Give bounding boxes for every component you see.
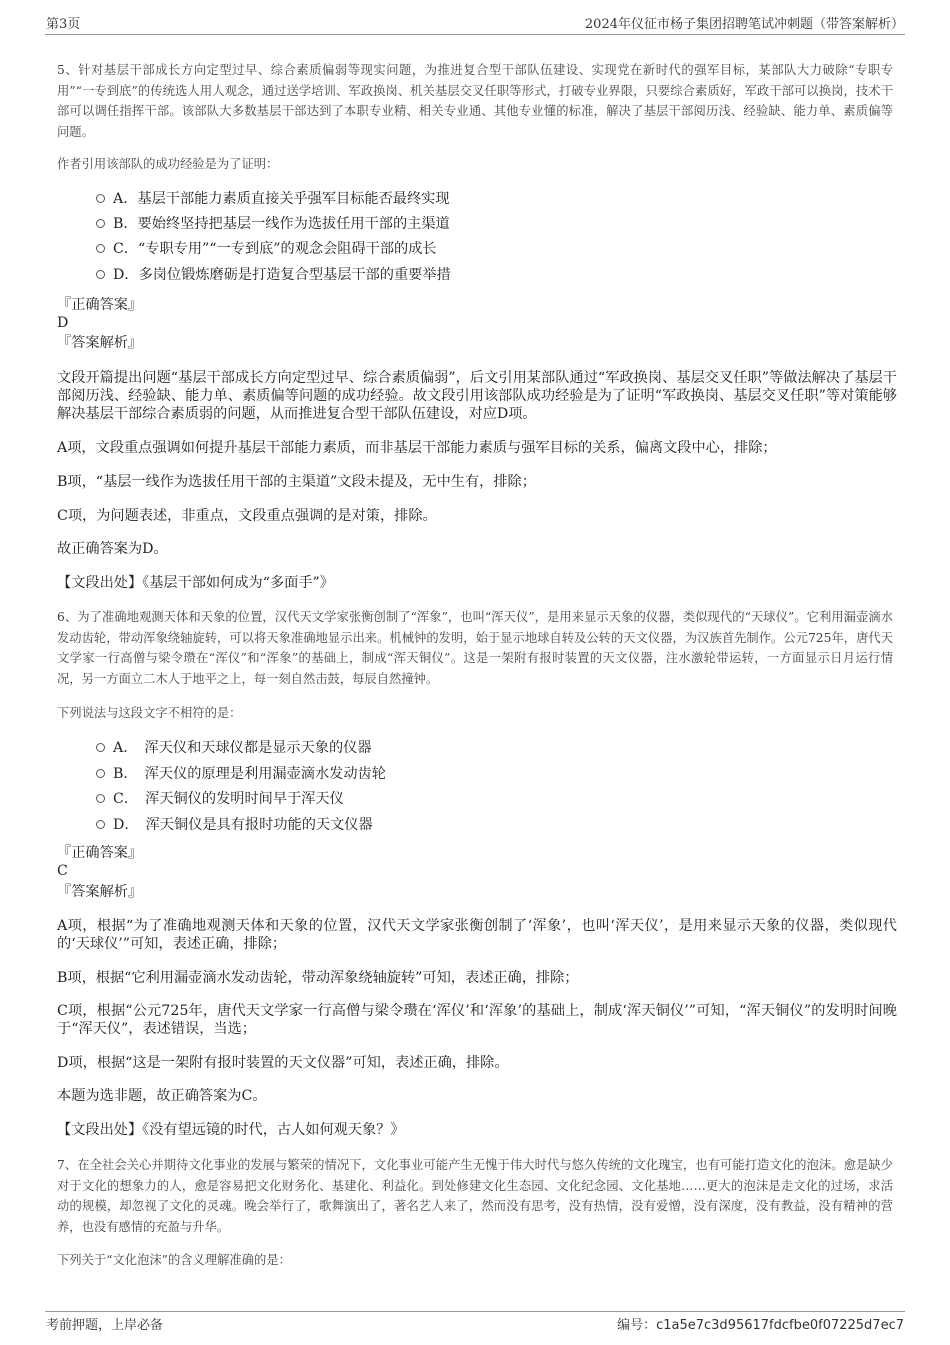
analysis-paragraph: B项，根据“它利用漏壶滴水发动齿轮，带动浑象绕轴旋转”可知，表述正确，排除； [57,970,579,986]
source-citation: 【文段出处】《基层干部如何成为“多面手”》 [57,575,334,591]
question-6-option-a[interactable]: A． 浑天仪和天球仪都是显示天象的仪器 [96,738,372,758]
radio-icon[interactable] [96,820,105,829]
question-5-option-b[interactable]: B．要始终坚持把基层一线作为选拔任用干部的主渠道 [96,214,450,234]
question-6-option-c[interactable]: C． 浑天铜仪的发明时间早于浑天仪 [96,789,344,809]
correct-answer-value: D [57,315,69,331]
correct-answer-label: 『正确答案』 [57,845,143,861]
correct-answer-value: C [57,863,68,879]
radio-icon[interactable] [96,194,105,203]
source-citation: 【文段出处】《没有望远镜的时代，古人如何观天象？》 [57,1122,405,1138]
document-serial: 编号：c1a5e7c3d95617fdcfbe0f07225d7ec7 [617,1318,904,1333]
analysis-paragraph: A项，根据“为了准确地观测天体和天象的位置，汉代天文学家张衡创制了‘浑象’，也叫‘浑天仪’，是用来显示天象的仪器，类似现代的‘天球仪’”可知，表述正确，排除； [57,918,897,952]
radio-icon[interactable] [96,743,105,752]
question-5-option-c[interactable]: C．“专职专用”“一专到底”的观念会阻碍干部的成长 [96,239,437,259]
radio-icon[interactable] [96,219,105,228]
question-7-stem: 7、在全社会关心并期待文化事业的发展与繁荣的情况下，文化事业可能产生无愧于伟大时代与悠久传统的文化瑰宝，也有可能打造文化的泡沫。愈是缺少对于文化的想象力的人，愈是容易把文化财务化、基建化、利益化。到处修建文化生态园、文化纪念园、文化基地……更大的泡沫是走文化的过场，求活动的规模，却忽视了文化的灵魂。晚会举行了，歌舞演出了，著名艺人来了，然而没有思考，没有热情，没有爱憎，没有深度，没有教益，没有精神的营养，也没有感情的充盈与升华。 [57,1158,893,1234]
analysis-paragraph: 故正确答案为D。 [57,541,168,557]
analysis-paragraph: 本题为选非题，故正确答案为C。 [57,1088,267,1104]
question-6-prompt: 下列说法与这段文字不相符的是： [57,706,242,720]
analysis-paragraph: D项，根据“这是一架附有报时装置的天文仪器”可知，表述正确，排除。 [57,1055,509,1071]
analysis-paragraph: C项，根据“公元725年，唐代天文学家一行高僧与梁令瓒在‘浑仪’和‘浑象’的基础上，制成‘浑天铜仪’”可知，“浑天铜仪”的发明时间晚于“浑天仪”，表述错误，当选； [57,1003,897,1037]
question-5-prompt: 作者引用该部队的成功经验是为了证明： [57,157,279,171]
radio-icon[interactable] [96,270,105,279]
analysis-paragraph: C项，为问题表述，非重点，文段重点强调的是对策，排除。 [57,508,437,524]
analysis-paragraph: 文段开篇提出问题“基层干部成长方向定型过早、综合素质偏弱”，后文引用某部队通过“军政换岗、基层交叉任职”等做法解决了基层干部阅历浅、经验缺、能力单、素质偏等问题的成功经验。故文段引用该部队成功经验是为了证明“军政换岗、基层交叉任职”等对策能够解决基层干部综合素质弱的问题，从而推进复合型干部队伍建设，对应D项。 [57,370,897,422]
header-divider [45,34,905,35]
question-7-prompt: 下列关于“文化泡沫”的含义理解准确的是： [57,1253,291,1267]
analysis-label: 『答案解析』 [57,884,143,900]
radio-icon[interactable] [96,769,105,778]
radio-icon[interactable] [96,794,105,803]
footer-divider [45,1311,905,1312]
question-6-option-d[interactable]: D． 浑天铜仪是具有报时功能的天文仪器 [96,815,373,835]
correct-answer-label: 『正确答案』 [57,297,143,313]
analysis-paragraph: A项，文段重点强调如何提升基层干部能力素质，而非基层干部能力素质与强军目标的关系，偏离文段中心，排除； [57,440,777,456]
question-6-stem: 6、为了准确地观测天体和天象的位置，汉代天文学家张衡创制了“浑象”，也叫“浑天仪”，是用来显示天象的仪器，类似现代的“天球仪”。它利用漏壶滴水发动齿轮，带动浑象绕轴旋转，可以将天象准确地显示出来。机械钟的发明，始于显示地球自转及公转的天文仪器，为汉族首先制作。公元725年，唐代天文学家一行高僧与梁令瓒在“浑仪”和“浑象”的基础上，制成“浑天铜仪”。这是一架附有报时装置的天文仪器，注水激轮带运转，一方面显示日月运行情况，另一方面立二木人于地平之上，每一刻自然击鼓，每辰自然撞钟。 [57,610,893,686]
radio-icon[interactable] [96,244,105,253]
footer-slogan: 考前押题，上岸必备 [46,1318,164,1333]
analysis-label: 『答案解析』 [57,335,143,351]
page-number: 第3页 [46,17,81,32]
question-5-stem: 5、针对基层干部成长方向定型过早、综合素质偏弱等现实问题，为推进复合型干部队伍建设、实现党在新时代的强军目标，某部队大力破除“专职专用”“一专到底”的传统选人用人观念，通过送学培训、军政换岗、机关基层交叉任职等形式，打破专业界限，只要综合素质好，军政干部可以换岗，技术干部可以调任指挥干部。该部队大多数基层干部达到了本职专业精、相关专业通、其他专业懂的标准，解决了基层干部阅历浅、经验缺、能力单、素质偏等问题。 [57,63,893,139]
question-5-option-a[interactable]: A．基层干部能力素质直接关乎强军目标能否最终实现 [96,189,450,209]
question-6-option-b[interactable]: B． 浑天仪的原理是利用漏壶滴水发动齿轮 [96,764,386,784]
analysis-paragraph: B项，“基层一线作为选拔任用干部的主渠道”文段未提及，无中生有，排除； [57,474,536,490]
question-5-option-d[interactable]: D．多岗位锻炼磨砺是打造复合型基层干部的重要举措 [96,265,451,285]
document-title: 2024年仪征市杨子集团招聘笔试冲刺题（带答案解析） [584,17,904,32]
